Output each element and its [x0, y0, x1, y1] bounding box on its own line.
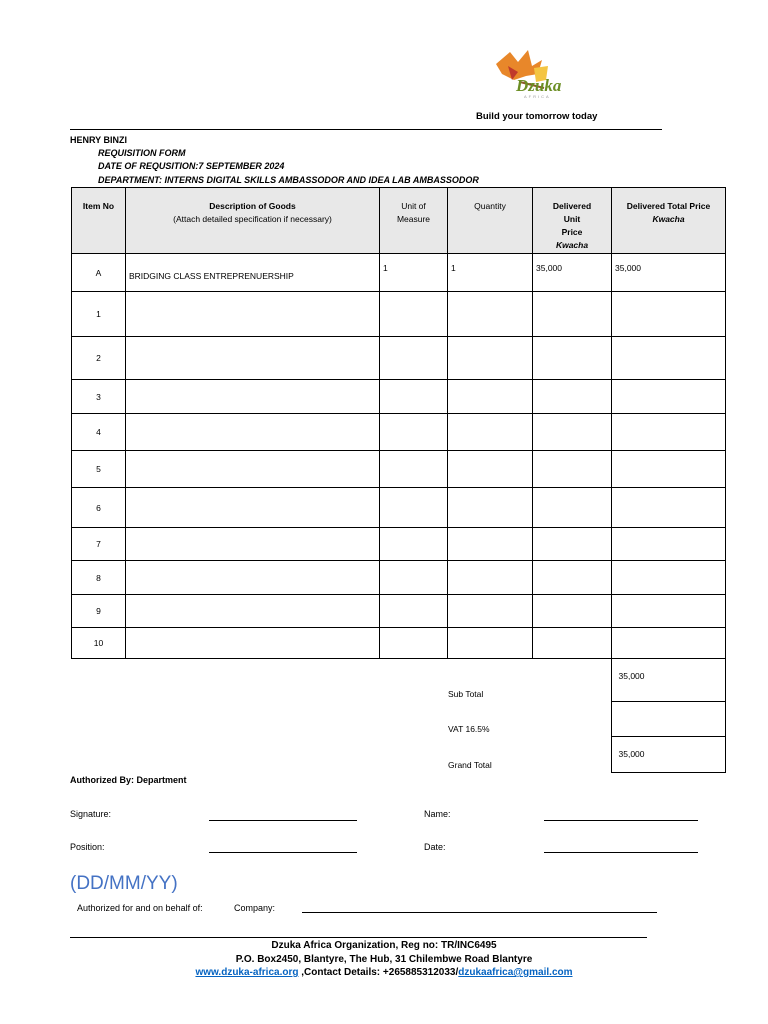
items-table — [71, 187, 726, 659]
website-link[interactable]: www.dzuka-africa.org — [195, 967, 299, 978]
cell-description[interactable] — [126, 595, 380, 628]
table-row — [72, 337, 726, 380]
cell-unit-price[interactable] — [533, 451, 612, 488]
requester-name: HENRY BINZI — [70, 135, 128, 145]
cell-total-price[interactable] — [612, 451, 726, 488]
total-label: Sub Total — [448, 688, 484, 699]
cell-total-price[interactable] — [612, 488, 726, 528]
table-row — [72, 528, 726, 561]
cell-unit-of-measure[interactable]: 1 — [380, 254, 448, 292]
cell-unit-price[interactable] — [533, 488, 612, 528]
cell-unit-of-measure[interactable] — [380, 561, 448, 595]
cell-unit-of-measure[interactable] — [380, 488, 448, 528]
totals-table — [447, 658, 726, 773]
cell-unit-price[interactable] — [533, 337, 612, 380]
cell-quantity[interactable] — [448, 414, 533, 451]
cell-quantity[interactable] — [448, 451, 533, 488]
cell-unit-price[interactable] — [533, 561, 612, 595]
behalf-label: Authorized for and on behalf of: — [77, 903, 203, 913]
cell-unit-price[interactable]: 35,000 — [533, 254, 612, 292]
cell-description[interactable] — [126, 628, 380, 659]
cell-total-price[interactable] — [612, 337, 726, 380]
cell-item-no[interactable]: 9 — [72, 595, 126, 628]
header-unit-of-measure: Unit of Measure — [380, 188, 448, 254]
footer-address: P.O. Box2450, Blantyre, The Hub, 31 Chilembwe Road Blantyre — [235, 954, 533, 965]
cell-quantity[interactable] — [448, 292, 533, 337]
cell-description[interactable] — [126, 292, 380, 337]
cell-total-price[interactable] — [612, 628, 726, 659]
cell-unit-price[interactable] — [533, 380, 612, 414]
signature-label: Signature: — [70, 809, 112, 819]
total-value[interactable]: 35,000 — [611, 659, 725, 702]
date-line[interactable] — [544, 852, 698, 853]
cell-total-price[interactable] — [612, 561, 726, 595]
table-row — [72, 414, 726, 451]
footer-contact — [0, 967, 768, 978]
header-description: Description of Goods (Attach detailed specification if necessary) — [126, 188, 380, 254]
date-format: (DD/MM/YY) — [70, 873, 178, 894]
header-item-no: Item No — [72, 188, 126, 254]
cell-total-price[interactable] — [612, 380, 726, 414]
cell-item-no[interactable]: 1 — [72, 292, 126, 337]
cell-unit-of-measure[interactable] — [380, 451, 448, 488]
cell-unit-of-measure[interactable] — [380, 292, 448, 337]
cell-quantity[interactable] — [448, 488, 533, 528]
cell-unit-of-measure[interactable] — [380, 528, 448, 561]
cell-quantity[interactable] — [448, 337, 533, 380]
cell-quantity[interactable] — [448, 380, 533, 414]
description-note: (Attach detailed specification if necessary) — [173, 214, 332, 224]
name-label: Name: — [424, 809, 451, 819]
footer-org: Dzuka Africa Organization, Reg no: TR/INC6495 — [271, 940, 497, 951]
cell-description[interactable] — [126, 528, 380, 561]
total-label: VAT 16.5% — [448, 723, 490, 734]
cell-item-no[interactable]: 6 — [72, 488, 126, 528]
logo-text: Dzuka — [516, 76, 562, 95]
table-row — [72, 488, 726, 528]
total-label: Grand Total — [448, 759, 492, 770]
email-link[interactable]: dzukaafrica@gmail.com — [458, 967, 573, 978]
department-line: DEPARTMENT: INTERNS DIGITAL SKILLS AMBASSODOR AND IDEA LAB AMBASSODOR — [98, 175, 479, 185]
cell-unit-price[interactable] — [533, 628, 612, 659]
cell-item-no[interactable]: 4 — [72, 414, 126, 451]
cell-description[interactable] — [126, 414, 380, 451]
authorized-by: Authorized By: Department — [70, 775, 187, 785]
cell-item-no[interactable]: 3 — [72, 380, 126, 414]
top-divider — [70, 129, 662, 130]
cell-total-price[interactable]: 35,000 — [612, 254, 726, 292]
cell-unit-of-measure[interactable] — [380, 595, 448, 628]
cell-description[interactable]: BRIDGING CLASS ENTREPRENUERSHIP — [126, 254, 380, 292]
table-header-row — [72, 188, 726, 254]
cell-unit-of-measure[interactable] — [380, 337, 448, 380]
header-delivered-unit-price: Delivered Unit Price Kwacha — [533, 188, 612, 254]
cell-unit-price[interactable] — [533, 292, 612, 337]
contact-details: ,Contact Details: +265885312033/ — [298, 967, 459, 978]
cell-item-no[interactable]: 5 — [72, 451, 126, 488]
table-row — [72, 595, 726, 628]
cell-unit-of-measure[interactable] — [380, 380, 448, 414]
cell-unit-price[interactable] — [533, 414, 612, 451]
footer-divider — [70, 937, 647, 938]
form-title: REQUISITION FORM — [98, 148, 186, 158]
position-label: Position: — [70, 842, 105, 852]
logo-subtext: AFRICA — [524, 94, 551, 99]
table-row — [72, 380, 726, 414]
cell-item-no[interactable]: 10 — [72, 628, 126, 659]
table-row — [72, 292, 726, 337]
cell-quantity[interactable]: 1 — [448, 254, 533, 292]
table-row — [72, 561, 726, 595]
cell-item-no[interactable]: 8 — [72, 561, 126, 595]
company-label: Company: — [234, 903, 276, 913]
signature-line[interactable] — [209, 820, 357, 821]
cell-description[interactable] — [126, 380, 380, 414]
dzuka-logo — [488, 46, 563, 104]
cell-total-price[interactable] — [612, 414, 726, 451]
date-label: Date: — [424, 842, 446, 852]
name-line[interactable] — [544, 820, 698, 821]
cell-unit-of-measure[interactable] — [380, 414, 448, 451]
cell-item-no[interactable]: 2 — [72, 337, 126, 380]
cell-description[interactable] — [126, 488, 380, 528]
cell-quantity[interactable] — [448, 561, 533, 595]
cell-unit-price[interactable] — [533, 528, 612, 561]
cell-item-no[interactable]: A — [72, 254, 126, 292]
header-quantity: Quantity — [448, 188, 533, 254]
total-value[interactable] — [611, 702, 725, 737]
cell-unit-of-measure[interactable] — [380, 628, 448, 659]
cell-description[interactable] — [126, 561, 380, 595]
cell-quantity[interactable] — [448, 595, 533, 628]
cell-unit-price[interactable] — [533, 595, 612, 628]
tagline: Build your tomorrow today — [476, 111, 598, 122]
cell-item-no[interactable]: 7 — [72, 528, 126, 561]
table-row — [72, 254, 726, 292]
cell-total-price[interactable] — [612, 292, 726, 337]
cell-quantity[interactable] — [448, 528, 533, 561]
requisition-date: DATE OF REQUSITION:7 SEPTEMBER 2024 — [98, 161, 285, 171]
total-value[interactable]: 35,000 — [611, 737, 725, 773]
totals-row — [447, 659, 725, 702]
totals-row — [447, 737, 725, 773]
company-line[interactable] — [302, 912, 657, 913]
cell-description[interactable] — [126, 337, 380, 380]
cell-total-price[interactable] — [612, 528, 726, 561]
cell-description[interactable] — [126, 451, 380, 488]
cell-total-price[interactable] — [612, 595, 726, 628]
table-row — [72, 451, 726, 488]
position-line[interactable] — [209, 852, 357, 853]
cell-quantity[interactable] — [448, 628, 533, 659]
header-delivered-total-price: Delivered Total Price Kwacha — [612, 188, 726, 254]
totals-row — [447, 702, 725, 737]
table-row — [72, 628, 726, 659]
